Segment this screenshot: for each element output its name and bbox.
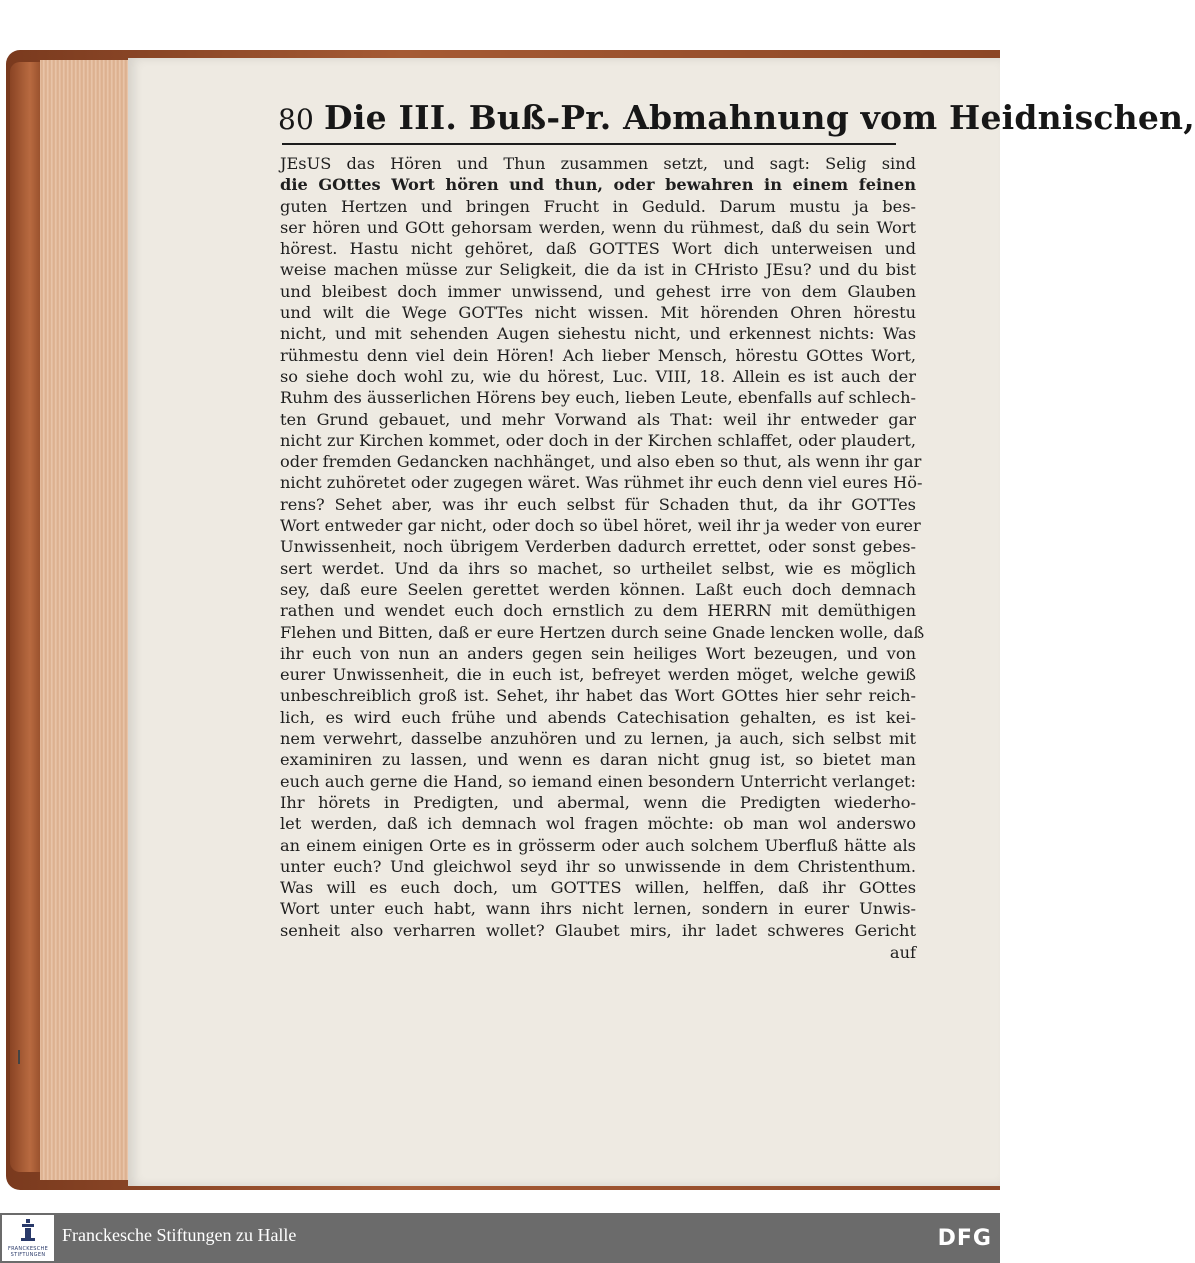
header-rule bbox=[282, 143, 896, 145]
text-line: so siehe doch wohl zu, wie du hörest, Luc. VIII, 18. Allein es ist auch der bbox=[280, 366, 916, 386]
viewer-footer bbox=[0, 1213, 1000, 1263]
text-line: oder fremden Gedancken nachhänget, und also eben so thut, als wenn ihr gar bbox=[280, 452, 922, 472]
page-number: 80 bbox=[278, 103, 315, 136]
text-block bbox=[278, 98, 1195, 962]
text-line: an einem einigen Orte es in grösserm oder auch solchem Uberfluß hätte als bbox=[280, 835, 916, 855]
text-line: Flehen und Bitten, daß er eure Hertzen durch seine Gnade lencken wolle, daß bbox=[280, 622, 925, 642]
text-line: sert werdet. Und da ihrs so machet, so urtheilet selbst, wie es möglich bbox=[280, 558, 916, 578]
text-line: senheit also verharren wollet? Glaubet mirs, ihr ladet schweres Gericht bbox=[280, 920, 916, 940]
running-head bbox=[278, 98, 1195, 137]
running-head-title: Die III. Buß-Pr. Abmahnung vom Heidnischen, bbox=[324, 98, 1195, 137]
text-line: weise machen müsse zur Seligkeit, die da ist in CHristo JEsu? und du bist bbox=[280, 260, 916, 280]
text-line: nicht zuhöretet oder zugegen wäret. Was rühmet ihr euch denn viel eures Hö- bbox=[280, 473, 923, 493]
franckesche-logo[interactable] bbox=[2, 1215, 54, 1261]
text-line: und wilt die Wege GOTTes nicht wissen. Mit hörenden Ohren hörestu bbox=[280, 303, 916, 323]
text-line: unter euch? Und gleichwol seyd ihr so unwissende in dem Christenthum. bbox=[280, 856, 916, 876]
text-line: euch auch gerne die Hand, so iemand einen besondern Unterricht verlanget: bbox=[280, 771, 916, 791]
text-line: nem verwehrt, dasselbe anzuhören und zu lernen, ja auch, sich selbst mit bbox=[280, 729, 916, 749]
dfg-logo[interactable]: DFG bbox=[937, 1226, 992, 1251]
text-line: die GOttes Wort hören und thun, oder bewahren in einem feinen bbox=[280, 175, 916, 195]
text-line: nicht, und mit sehenden Augen siehestu nicht, und erkennest nichts: Was bbox=[280, 324, 916, 344]
text-line: ten Grund gebauet, und mehr Vorwand als That: weil ihr entweder gar bbox=[280, 409, 916, 429]
institution-name[interactable]: Franckesche Stiftungen zu Halle bbox=[62, 1225, 297, 1245]
text-line: eurer Unwissenheit, die in euch ist, befreyet werden möget, welche gewiß bbox=[280, 665, 916, 685]
text-line: sey, daß eure Seelen gerettet werden können. Laßt euch doch demnach bbox=[280, 579, 916, 599]
text-line: lich, es wird euch frühe und abends Catechisation gehalten, es ist kei- bbox=[280, 707, 916, 727]
text-line: rathen und wendet euch doch ernstlich zu dem HERRN mit demüthigen bbox=[280, 601, 916, 621]
text-line: Wort entweder gar nicht, oder doch so übel höret, weil ihr ja weder von eurer bbox=[280, 516, 921, 536]
text-line: rens? Sehet aber, was ihr euch selbst für Schaden thut, da ihr GOTTes bbox=[280, 494, 916, 514]
text-line: unbeschreiblich groß ist. Sehet, ihr habet das Wort GOttes hier sehr reich- bbox=[280, 686, 916, 706]
catchword: auf bbox=[889, 942, 916, 962]
text-line: Was will es euch doch, um GOTTES willen, helffen, daß ihr GOttes bbox=[280, 878, 916, 898]
logo-text-line-1: FRANCKESCHE bbox=[7, 1246, 49, 1252]
text-line: ser hören und GOtt gehorsam werden, wenn du rühmest, daß du sein Wort bbox=[280, 217, 916, 237]
text-line: hörest. Hastu nicht gehöret, daß GOTTES Wort dich unterweisen und bbox=[280, 239, 916, 259]
cover-mark bbox=[18, 1050, 20, 1064]
text-line: rühmestu denn viel dein Hören! Ach lieber Mensch, hörestu GOttes Wort, bbox=[280, 345, 916, 365]
logo-text-line-2: STIFTUNGEN bbox=[10, 1252, 46, 1258]
text-line: ihr euch von nun an anders gegen sein heiliges Wort bezeugen, und von bbox=[280, 643, 916, 663]
text-line: Unwissenheit, noch übrigem Verderben dadurch errettet, oder sonst gebes- bbox=[280, 537, 916, 557]
text-line: Ihr hörets in Predigten, und abermal, wenn die Predigten wiederho- bbox=[280, 792, 916, 812]
page-edges bbox=[40, 60, 136, 1180]
text-line: examiniren zu lassen, und wenn es daran nicht gnug ist, so bietet man bbox=[280, 750, 916, 770]
franckesche-emblem-icon bbox=[20, 1219, 36, 1241]
text-line: nicht zur Kirchen kommet, oder doch in der Kirchen schlaffet, oder plaudert, bbox=[280, 430, 916, 450]
text-line: und bleibest doch immer unwissend, und gehest irre von dem Glauben bbox=[280, 281, 916, 301]
body-text bbox=[280, 153, 925, 941]
text-line: Ruhm des äusserlichen Hörens bey euch, lieben Leute, ebenfalls auf schlech- bbox=[280, 388, 916, 408]
text-line: JEsUS das Hören und Thun zusammen setzt, und sagt: Selig sind bbox=[280, 154, 916, 173]
book-page bbox=[128, 58, 1195, 1186]
text-line: guten Hertzen und bringen Frucht in Geduld. Darum mustu ja bes- bbox=[280, 196, 916, 216]
text-line: let werden, daß ich demnach wol fragen möchte: ob man wol anderswo bbox=[280, 814, 916, 834]
text-line: Wort unter euch habt, wann ihrs nicht lernen, sondern in eurer Unwis- bbox=[280, 899, 916, 919]
